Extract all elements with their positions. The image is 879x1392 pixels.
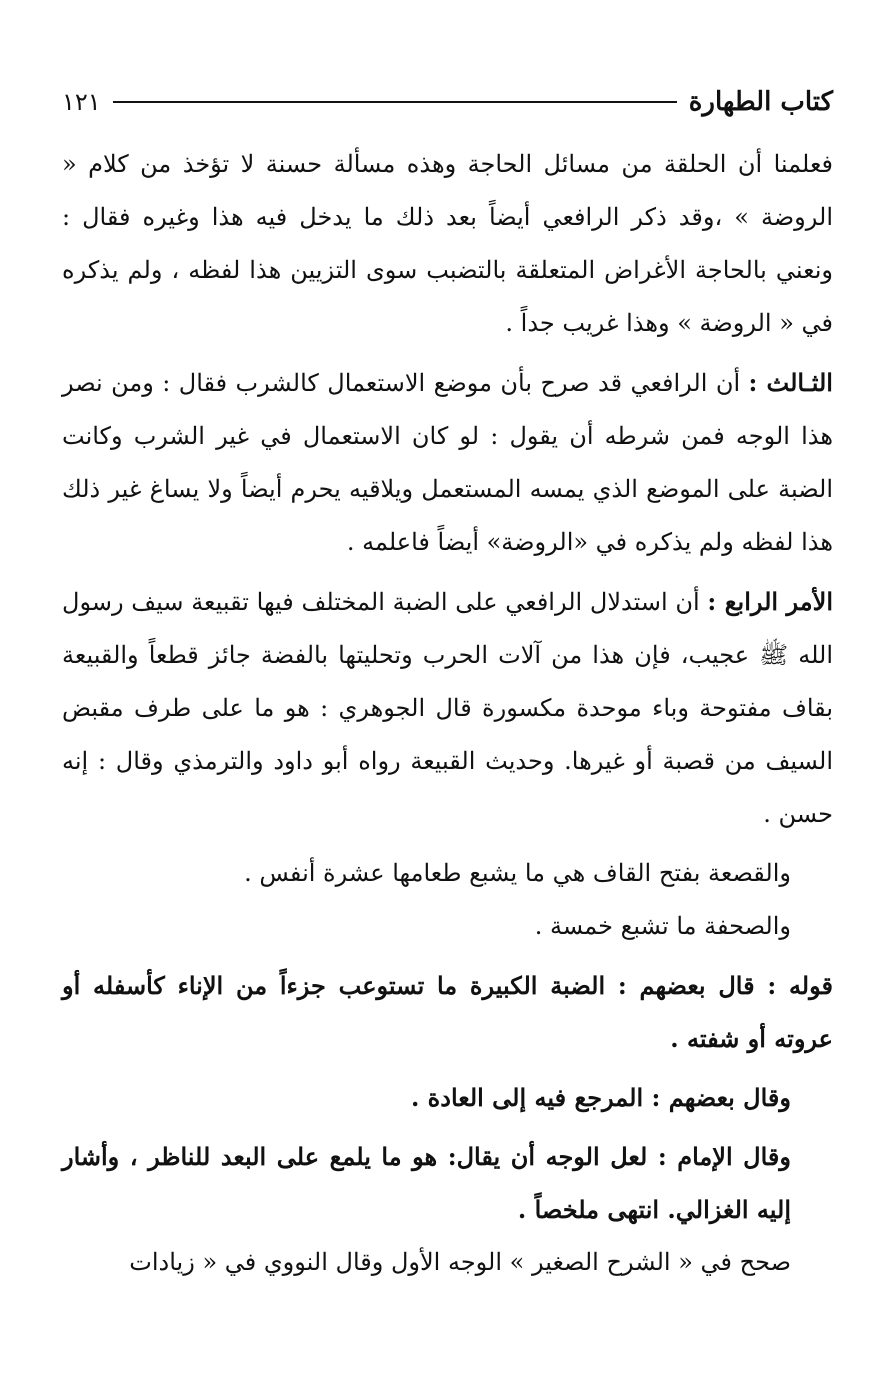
paragraph-text: أن استدلال الرافعي على الضبة المختلف فيها تقبيعة سيف رسول الله ﷺ عجيب، فإن هذا من آلات الحرب وتحليتها بالفضة جائز قطعاً والقبيعة بقاف مفتوحة وباء موحدة مكسورة قال الجوهري : هو ما على طرف مقبض السيف من قصبة أو غيرها. وحديث القبيعة رواه أبو داود والترمذي وقال : إنه حسن . — [62, 588, 833, 828]
page-number: ١٢١ — [62, 88, 101, 116]
paragraph — [62, 356, 833, 569]
paragraph-lead: الأمر الرابع : — [707, 587, 833, 616]
page-body — [62, 138, 833, 1289]
quoted-paragraph: قوله : قال بعضهم : الضبة الكبيرة ما تستوعب جزءاً من الإناء كأسفله أو عروته أو شفته . — [62, 971, 833, 1053]
paragraph: والصحفة ما تشبع خمسة . — [534, 912, 791, 940]
chapter-title: كتاب الطهارة — [688, 87, 833, 117]
paragraph-lead: الثـالث : — [748, 368, 833, 397]
paragraph-text: أن الرافعي قد صرح بأن موضع الاستعمال كالشرب فقال : ومن نصر هذا الوجه فمن شرطه أن يقول : لو كان الاستعمال في غير الشرب وكانت الضبة على الموضع الذي يمسه المستعمل ويلاقيه يحرم أيضاً ولا يساغ غير ذلك هذا لفظه ولم يذكره في «الروضة» أيضاً فاعلمه . — [62, 369, 833, 556]
page-header — [62, 82, 833, 122]
header-rule — [113, 101, 677, 103]
quoted-paragraph: وقال الإمام : لعل الوجه أن يقال: هو ما يلمع على البعد للناظر ، وأشار إليه الغزالي. انتهى ملخصاً . — [62, 1142, 791, 1224]
paragraph — [62, 575, 833, 841]
paragraph: والقصعة بفتح القاف هي ما يشبع طعامها عشرة أنفس . — [244, 859, 791, 887]
paragraph: صحح في « الشرح الصغير » الوجه الأول وقال النووي في « زيادات — [129, 1248, 791, 1276]
quoted-paragraph: وقال بعضهم : المرجع فيه إلى العادة . — [410, 1083, 791, 1112]
paragraph: فعلمنا أن الحلقة من مسائل الحاجة وهذه مسألة حسنة لا تؤخذ من كلام « الروضة » ،وقد ذكر الرافعي أيضاً بعد ذلك ما يدخل فيه هذا وغيره فقال : ونعني بالحاجة الأغراض المتعلقة بالتضبب سوى التزيين هذا لفظه ، ولم يذكره في « الروضة » وهذا غريب جداً . — [62, 150, 833, 337]
